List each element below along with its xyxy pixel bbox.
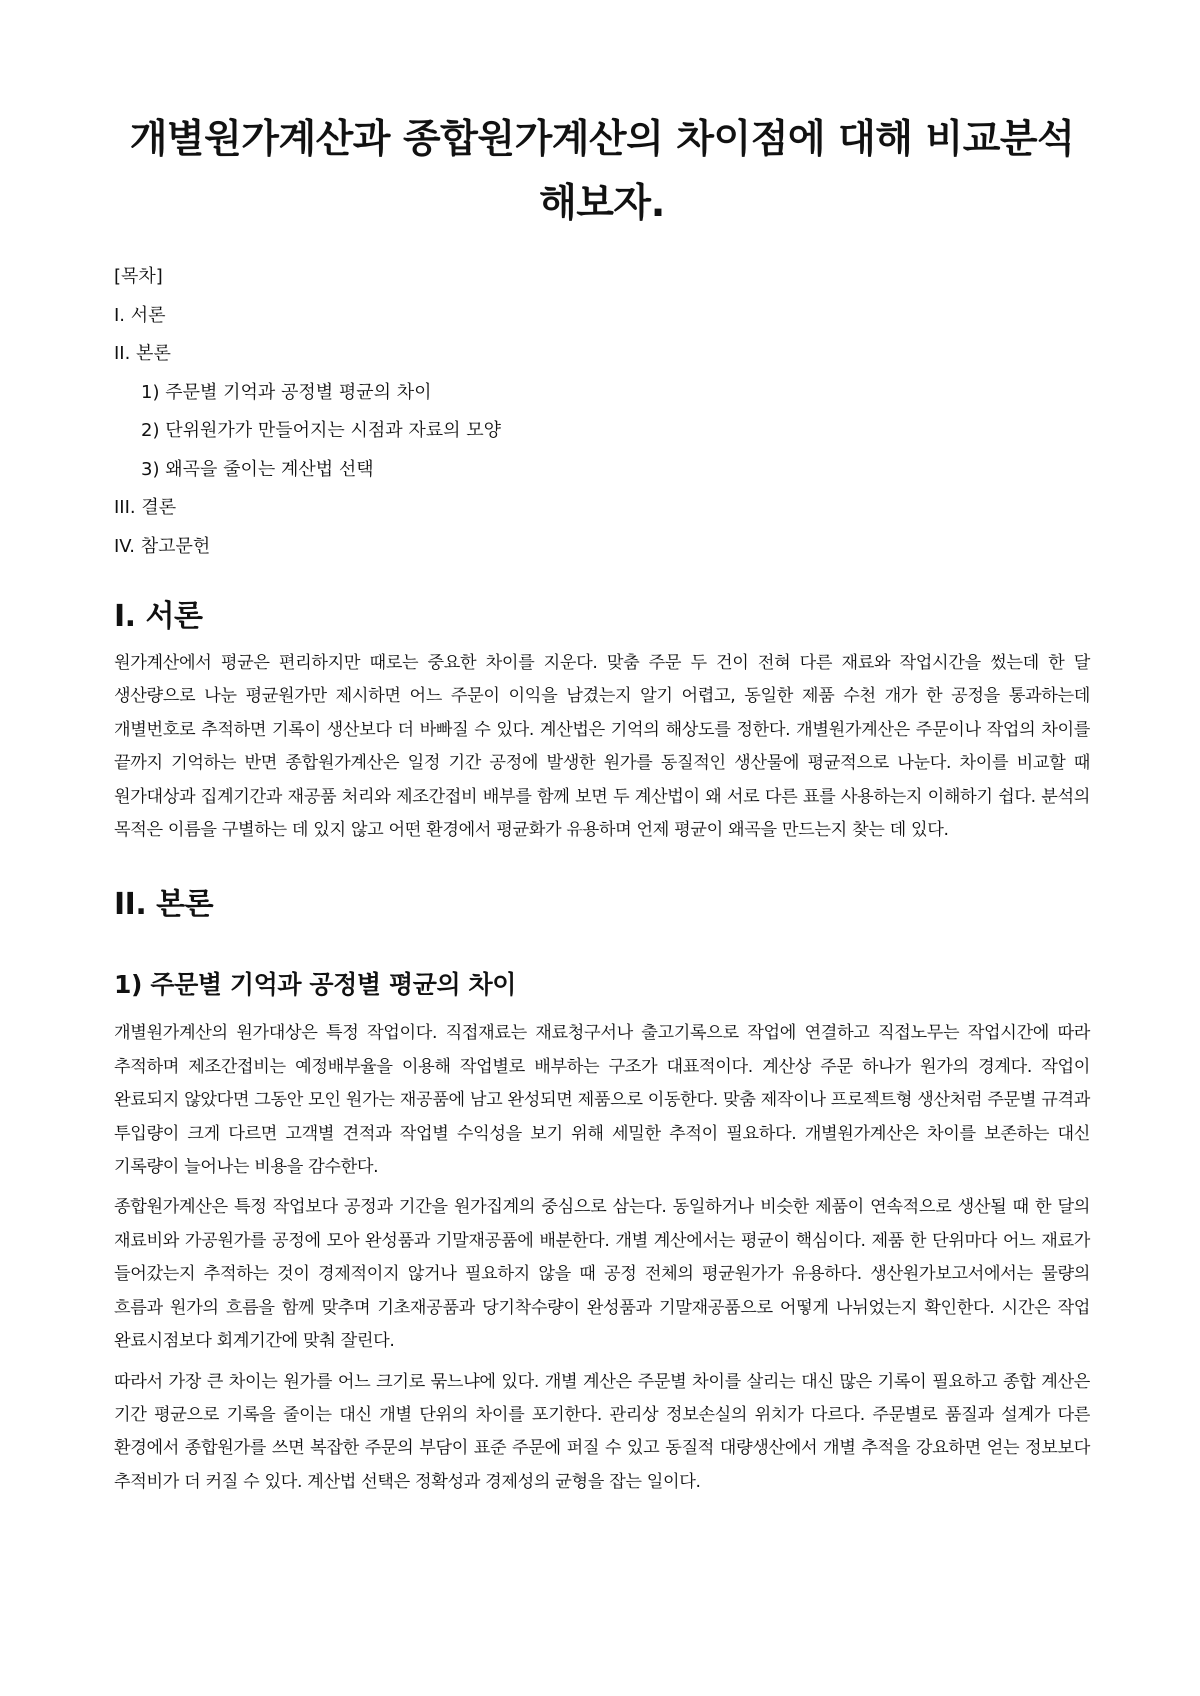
introduction-section bbox=[114, 587, 1090, 847]
introduction-paragraph: 원가계산에서 평균은 편리하지만 때로는 중요한 차이를 지운다. 맞춤 주문 두 건이 전혀 다른 재료와 작업시간을 썼는데 한 달 생산량으로 나눈 평균원가만 제시하면 어느 주문이 이익을 남겼는지 알기 어렵고, 동일한 제품 수천 개가 한 공정을 통과하는데 개별번호로 추적하면 기록이 생산보다 더 바빠질 수 있다. 계산법은 기억의 해상도를 정한다. 개별원가계산은 주문이나 작업의 차이를 끝까지 기억하는 반면 종합원가계산은 일정 기간 공정에 발생한 원가를 동질적인 생산물에 평균적으로 나눈다. 차이를 비교할 때 원가대상과 집계기간과 재공품 처리와 제조간접비 배부를 함께 보면 두 계산법이 왜 서로 다른 표를 사용하는지 이해하기 쉽다. 분석의 목적은 이름을 구별하는 데 있지 않고 어떤 환경에서 평균화가 유용하며 언제 평균이 왜곡을 만드는지 찾는 데 있다. bbox=[114, 653, 1090, 841]
introduction-heading: I. 서론 bbox=[114, 599, 203, 634]
toc-item-subsection-2: 2) 단위원가가 만들어지는 시점과 자료의 모양 bbox=[141, 420, 502, 441]
document-title: 개별원가계산과 종합원가계산의 차이점에 대해 비교분석해보자. bbox=[129, 117, 1075, 226]
body-paragraph: 따라서 가장 큰 차이는 원가를 어느 크기로 묶느냐에 있다. 개별 계산은 주문별 차이를 살리는 대신 많은 기록이 필요하고 종합 계산은 기간 평균으로 기록을 줄이는 대신 개별 단위의 차이를 포기한다. 관리상 정보손실의 위치가 다르다. 주문별로 품질과 설계가 다른 환경에서 종합원가를 쓰면 복잡한 주문의 부담이 표준 주문에 퍼질 수 있고 동질적 대량생산에서 개별 추적을 강요하면 얻는 정보보다 추적비가 더 커질 수 있다. 계산법 선택은 정확성과 경제성의 균형을 잡는 일이다. bbox=[114, 1371, 1090, 1492]
subsection-order-vs-process bbox=[114, 961, 1090, 1499]
main-body-heading: II. 본론 bbox=[114, 887, 214, 923]
body-paragraph: 개별원가계산의 원가대상은 특정 작업이다. 직접재료는 재료청구서나 출고기록으로 작업에 연결하고 직접노무는 작업시간에 따라 추적하며 제조간접비는 예정배부율을 이용해 작업별로 배부하는 구조가 대표적이다. 계산상 주문 하나가 원가의 경계다. 작업이 완료되지 않았다면 그동안 모인 원가는 재공품에 남고 완성되면 제품으로 이동한다. 맞춤 제작이나 프로젝트형 생산처럼 주문별 규격과 투입량이 크게 다르면 고객별 견적과 작업별 수익성을 보기 위해 세밀한 추적이 필요하다. 개별원가계산은 차이를 보존하는 대신 기록량이 늘어나는 비용을 감수한다. bbox=[114, 1023, 1090, 1178]
toc-item-references: IV. 참고문헌 bbox=[114, 535, 211, 557]
toc-item-main-body: II. 본론 bbox=[114, 343, 171, 364]
toc-item-subsection-3: 3) 왜곡을 줄이는 계산법 선택 bbox=[141, 458, 374, 480]
body-paragraph: 종합원가계산은 특정 작업보다 공정과 기간을 원가집계의 중심으로 삼는다. 동일하거나 비슷한 제품이 연속적으로 생산될 때 한 달의 재료비와 가공원가를 공정에 모아 완성품과 기말재공품에 배분한다. 개별 계산에서는 평균이 핵심이다. 제품 한 단위마다 어느 재료가 들어갔는지 추적하는 것이 경제적이지 않거나 필요하지 않을 때 공정 전체의 평균원가가 유용하다. 생산원가보고서에서는 물량의 흐름과 원가의 흐름을 함께 맞추며 기초재공품과 당기착수량이 완성품과 기말재공품으로 어떻게 나뉘었는지 확인한다. 시간은 작업 완료시점보다 회계기간에 맞춰 잘린다. bbox=[114, 1197, 1090, 1352]
subsection-heading: 1) 주문별 기억과 공정별 평균의 차이 bbox=[114, 970, 517, 1000]
table-of-contents bbox=[114, 258, 1090, 566]
main-body-section bbox=[114, 875, 1090, 1499]
toc-item-conclusion: III. 결론 bbox=[114, 497, 177, 518]
toc-heading: [목차] bbox=[114, 266, 163, 287]
toc-item-subsection-1: 1) 주문별 기억과 공정별 평균의 차이 bbox=[141, 381, 432, 403]
toc-item-introduction: I. 서론 bbox=[114, 304, 166, 326]
